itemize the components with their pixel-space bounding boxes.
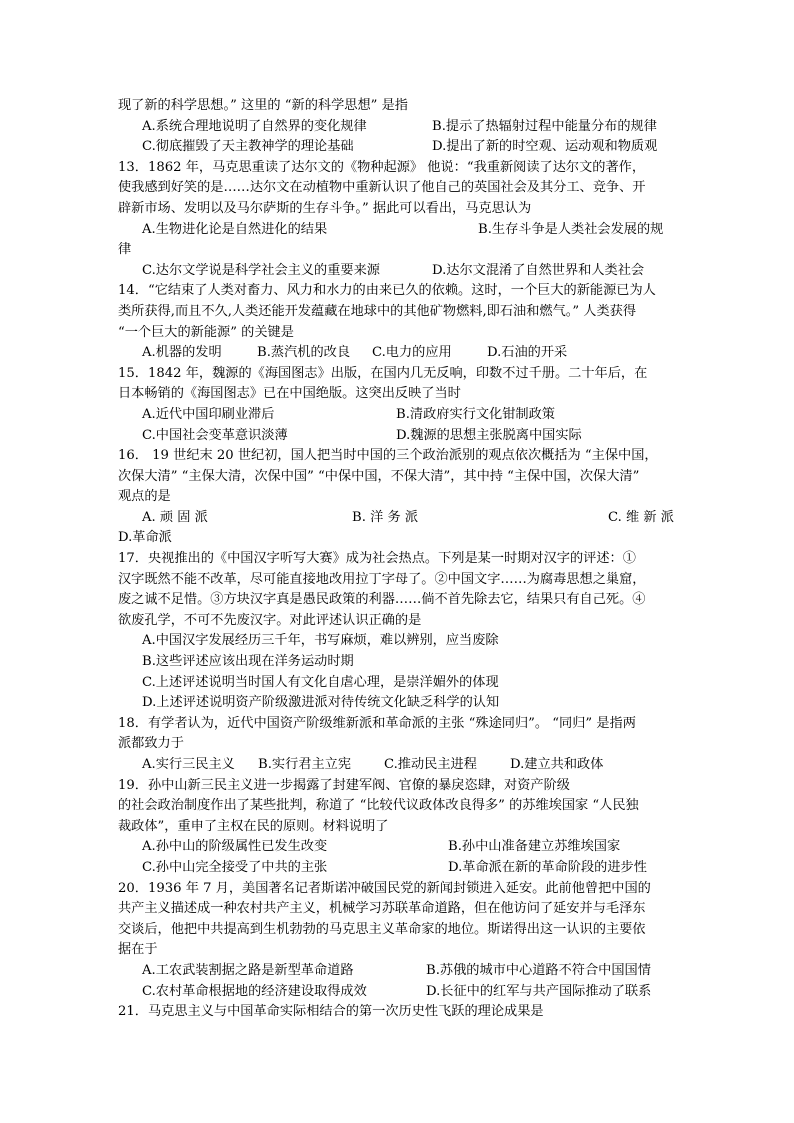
option-q12-c: C.彻底摧毁了天主教神学的理论基础 xyxy=(142,139,354,155)
question-21: 21．马克思主义与中国革命实际相结合的第一次历史性飞跃的理论成果是 xyxy=(118,1004,544,1020)
option-q18-d: D.建立共和政体 xyxy=(510,757,604,772)
exam-page xyxy=(118,96,678,1023)
option-row-q20-1 xyxy=(118,961,678,982)
option-row-q13-2 xyxy=(118,261,678,282)
option-q14-b: B.蒸汽机的改良 xyxy=(257,345,351,361)
option-q15-c: C.中国社会变革意识淡薄 xyxy=(142,427,288,443)
option-row-q18 xyxy=(118,755,678,776)
option-q12-d: D.提出了新的时空观、运动观和物质观 xyxy=(432,139,658,155)
option-q16-c: C. 维 新 派 xyxy=(608,509,674,525)
option-row-q12-2 xyxy=(118,137,678,158)
option-q15-d: D.魏源的思想主张脱离中国实际 xyxy=(396,427,582,443)
option-row-q19-1 xyxy=(118,837,678,858)
option-row-q13-1 xyxy=(118,220,678,241)
option-q14-a: A.机器的发明 xyxy=(142,345,222,361)
text-line: 使我感到好笑的是……达尔文在动植物中重新认识了他自己的英国社会及其分工、竞争、开 xyxy=(118,180,646,196)
text-line: 裁政体”，重申了主权在民的原则。材料说明了 xyxy=(118,818,389,834)
text-line: 废之诚不足惜。③方块汉字真是愚民政策的利器……倘不首先除去它，结果只有自己死。④ xyxy=(118,592,646,608)
text-line: 据在于 xyxy=(118,942,158,958)
option-q20-d: D.长征中的红军与共产国际推动了联系 xyxy=(426,983,652,999)
option-q19-a: A.孙中山的阶级属性已发生改变 xyxy=(142,839,328,855)
text-line: 律 xyxy=(118,242,132,258)
question-19: 19．孙中山新三民主义进一步揭露了封建军阀、官僚的暴戾恣肆，对资产阶级 xyxy=(118,777,570,793)
text-line: 日本畅销的《海国图志》已在中国绝版。这突出反映了当时 xyxy=(118,386,461,402)
option-q19-b: B.孙中山准备建立苏维埃国家 xyxy=(448,839,621,855)
option-row-q16 xyxy=(118,508,678,529)
question-14: 14．“它结束了人类对畜力、风力和水力的由来已久的依赖。这时，一个巨大的新能源已为人 xyxy=(118,283,656,299)
text-line: 观点的是 xyxy=(118,489,171,505)
option-q16-a: A. 顽 固 派 xyxy=(142,509,208,525)
option-q16-b: B. 洋 务 派 xyxy=(352,509,419,525)
question-18: 18．有学者认为，近代中国资产阶级维新派和革命派的主张 “殊途同归”。 “同归” 是指两 xyxy=(118,715,636,731)
option-q13-b: B.生存斗争是人类社会发展的规 xyxy=(478,221,664,237)
text-line: 现了新的科学思想。” 这里的 “新的科学思想” 是指 xyxy=(118,98,408,113)
option-row-q12-1 xyxy=(118,117,678,138)
option-q16-d: D.革命派 xyxy=(118,530,172,546)
option-q17-b: B.这些评述应该出现在洋务运动时期 xyxy=(142,654,354,670)
option-row-q19-2 xyxy=(118,858,678,879)
option-row-q14 xyxy=(118,343,678,364)
text-line: 类所获得,而且不久,人类还能开发蕴藏在地球中的其他矿物燃料,即石油和燃气。” 人类获得 xyxy=(118,303,637,319)
question-17: 17．央视推出的《中国汉字听写大赛》成为社会热点。下列是某一时期对汉字的评述：① xyxy=(118,551,636,567)
option-q17-a: A.中国汉字发展经历三千年，书写麻烦，难以辨别，应当废除 xyxy=(142,633,499,649)
option-q19-c: C.孙中山完全接受了中共的主张 xyxy=(142,859,328,875)
text-line: 汉字既然不能不改革，尽可能直接地改用拉丁字母了。②中国文字……为腐毒思想之巢窟， xyxy=(118,571,646,587)
option-q17-c: C.上述评述说明当时国人有文化自虐心理，是崇洋媚外的体现 xyxy=(142,674,499,690)
question-13: 13．1862 年，马克思重读了达尔文的《物种起源》 他说：“我重新阅读了达尔文的著作， xyxy=(118,159,646,175)
option-row-q15-2 xyxy=(118,426,678,447)
text-line: “一个巨大的新能源” 的关键是 xyxy=(118,324,294,340)
option-q17-d: D.上述评述说明资产阶级激进派对待传统文化缺乏科学的认知 xyxy=(142,695,500,711)
option-q12-b: B.提示了热辐射过程中能量分布的规律 xyxy=(432,118,657,134)
text-line: 的社会政治制度作出了某些批判，称道了 “比较代议政体改良得多” 的苏维埃国家 “人民独 xyxy=(118,798,639,814)
option-q19-d: D.革命派在新的革命阶段的进步性 xyxy=(448,859,647,875)
text-line: 派都致力于 xyxy=(118,736,184,752)
option-q14-c: C.电力的应用 xyxy=(372,345,452,361)
text-line: 欲废孔学，不可不先废汉字。对此评述认识正确的是 xyxy=(118,612,422,628)
option-q12-a: A.系统合理地说明了自然界的变化规律 xyxy=(142,118,367,134)
option-q20-a: A.工农武装割据之路是新型革命道路 xyxy=(142,962,354,978)
option-q18-b: B.实行君主立宪 xyxy=(258,757,352,772)
text-line: 共产主义描述成一种农村共产主义，机械学习苏联革命道路，但在他访问了延安并与毛泽东 xyxy=(118,901,646,917)
option-row-q15-1 xyxy=(118,405,678,426)
option-q13-c: C.达尔文学说是科学社会主义的重要来源 xyxy=(142,262,380,278)
option-q13-d: D.达尔文混淆了自然世界和人类社会 xyxy=(432,262,645,278)
option-q18-c: C.推动民主进程 xyxy=(384,757,477,772)
text-line: 辟新市场、发明以及马尔萨斯的生存斗争。” 据此可以看出，马克思认为 xyxy=(118,200,532,216)
option-q15-a: A.近代中国印刷业滞后 xyxy=(142,406,275,422)
option-q15-b: B.清政府实行文化钳制政策 xyxy=(396,406,555,422)
option-q13-a: A.生物进化论是自然进化的结果 xyxy=(142,221,328,237)
option-row-q20-2 xyxy=(118,982,678,1003)
option-q14-d: D.石油的开采 xyxy=(487,345,568,361)
option-q18-a: A.实行三民主义 xyxy=(142,757,235,772)
question-16: 16． 19 世纪末 20 世纪初，国人把当时中国的三个政治派别的观点依次概括为 “主保中国， xyxy=(118,448,658,464)
text-line: 交谈后，他把中共提高到生机勃勃的马克思主义革命家的地位。斯诺得出这一认识的主要依 xyxy=(118,921,646,937)
question-20: 20．1936 年 7 月，美国著名记者斯诺冲破国民党的新闻封锁进入延安。此前他曾把中国的 xyxy=(118,880,651,896)
option-q20-c: C.农村革命根据地的经济建设取得成效 xyxy=(142,983,367,999)
question-15: 15．1842 年，魏源的《海国图志》出版，在国内几无反响，印数不过千册。二十年后，在 xyxy=(118,365,648,381)
option-q20-b: B.苏俄的城市中心道路不符合中国国情 xyxy=(426,962,651,978)
text-line: 次保大清” “主保大清，次保中国” “中保中国，不保大清”，其中持 “主保中国，次保大清” xyxy=(118,468,640,484)
